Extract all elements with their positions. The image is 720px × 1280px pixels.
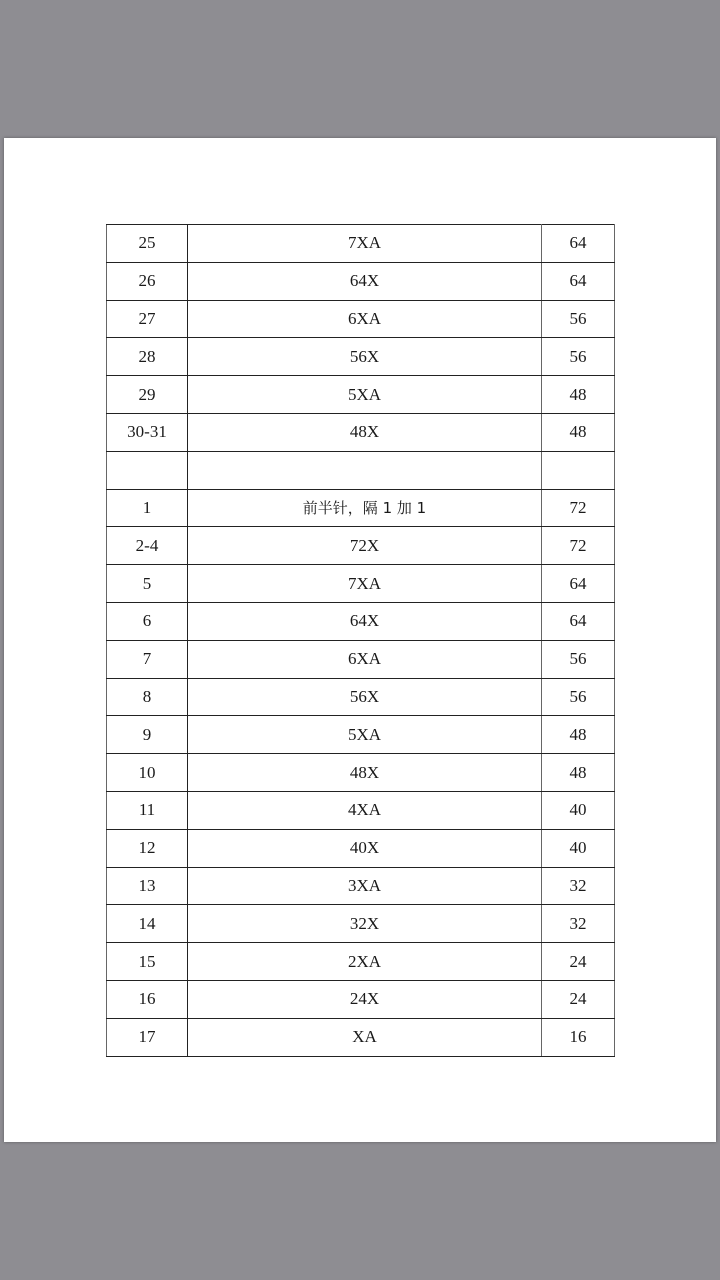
table-row bbox=[107, 602, 615, 640]
stitches-cell bbox=[188, 451, 542, 489]
round-cell: 14 bbox=[107, 905, 188, 943]
stitches-cell: 5XA bbox=[188, 376, 542, 414]
stitch-count-cell: 56 bbox=[542, 338, 615, 376]
stitch-count-cell: 56 bbox=[542, 678, 615, 716]
stitch-count-cell: 48 bbox=[542, 413, 615, 451]
stitches-cell: 72X bbox=[188, 527, 542, 565]
round-cell bbox=[107, 451, 188, 489]
table-row bbox=[107, 451, 615, 489]
table-row bbox=[107, 829, 615, 867]
stitches-cell: 40X bbox=[188, 829, 542, 867]
stitches-cell: 7XA bbox=[188, 565, 542, 603]
stitch-count-cell: 48 bbox=[542, 716, 615, 754]
round-cell: 6 bbox=[107, 602, 188, 640]
stitch-count-cell bbox=[542, 451, 615, 489]
stitches-cell: 3XA bbox=[188, 867, 542, 905]
table-row bbox=[107, 527, 615, 565]
table-row bbox=[107, 980, 615, 1018]
round-cell: 17 bbox=[107, 1018, 188, 1056]
table-row bbox=[107, 905, 615, 943]
round-cell: 2-4 bbox=[107, 527, 188, 565]
table-row bbox=[107, 300, 615, 338]
stitches-cell: 48X bbox=[188, 413, 542, 451]
stitch-count-cell: 40 bbox=[542, 829, 615, 867]
stitches-cell: 64X bbox=[188, 262, 542, 300]
table-body bbox=[107, 225, 615, 1057]
stitch-count-cell: 32 bbox=[542, 905, 615, 943]
stitches-cell: 前半针，隔 1 加 1 bbox=[188, 489, 542, 527]
document-page bbox=[4, 138, 716, 1142]
stitches-cell: 48X bbox=[188, 754, 542, 792]
table-row bbox=[107, 791, 615, 829]
round-cell: 1 bbox=[107, 489, 188, 527]
table-row bbox=[107, 338, 615, 376]
stitch-count-cell: 48 bbox=[542, 376, 615, 414]
table-row bbox=[107, 376, 615, 414]
table-row bbox=[107, 754, 615, 792]
table-row bbox=[107, 640, 615, 678]
round-cell: 12 bbox=[107, 829, 188, 867]
stitch-count-cell: 56 bbox=[542, 300, 615, 338]
round-cell: 5 bbox=[107, 565, 188, 603]
stitches-cell: 5XA bbox=[188, 716, 542, 754]
stitch-count-cell: 64 bbox=[542, 565, 615, 603]
round-cell: 15 bbox=[107, 943, 188, 981]
stitches-cell: 4XA bbox=[188, 791, 542, 829]
stitches-cell: 6XA bbox=[188, 640, 542, 678]
table-row bbox=[107, 716, 615, 754]
table-row bbox=[107, 943, 615, 981]
stitch-count-cell: 64 bbox=[542, 602, 615, 640]
stitches-cell: 32X bbox=[188, 905, 542, 943]
stitches-cell: 64X bbox=[188, 602, 542, 640]
table-row bbox=[107, 225, 615, 263]
stitch-count-cell: 64 bbox=[542, 225, 615, 263]
stitch-count-cell: 64 bbox=[542, 262, 615, 300]
round-cell: 27 bbox=[107, 300, 188, 338]
table-row bbox=[107, 678, 615, 716]
table-row bbox=[107, 1018, 615, 1056]
stitches-cell: 56X bbox=[188, 678, 542, 716]
round-cell: 30-31 bbox=[107, 413, 188, 451]
stitches-cell: 6XA bbox=[188, 300, 542, 338]
stitch-count-cell: 24 bbox=[542, 943, 615, 981]
round-cell: 29 bbox=[107, 376, 188, 414]
round-cell: 28 bbox=[107, 338, 188, 376]
stitch-count-cell: 16 bbox=[542, 1018, 615, 1056]
stitches-cell: 24X bbox=[188, 980, 542, 1018]
stitch-count-cell: 32 bbox=[542, 867, 615, 905]
stitch-count-cell: 24 bbox=[542, 980, 615, 1018]
round-cell: 26 bbox=[107, 262, 188, 300]
table-row bbox=[107, 262, 615, 300]
round-cell: 7 bbox=[107, 640, 188, 678]
stitch-count-cell: 40 bbox=[542, 791, 615, 829]
stitch-count-cell: 48 bbox=[542, 754, 615, 792]
table-row bbox=[107, 565, 615, 603]
round-cell: 9 bbox=[107, 716, 188, 754]
round-cell: 10 bbox=[107, 754, 188, 792]
stitches-cell: 2XA bbox=[188, 943, 542, 981]
crochet-pattern-table bbox=[106, 224, 615, 1057]
round-cell: 8 bbox=[107, 678, 188, 716]
stitch-count-cell: 72 bbox=[542, 527, 615, 565]
stitches-cell: XA bbox=[188, 1018, 542, 1056]
table-row bbox=[107, 413, 615, 451]
round-cell: 11 bbox=[107, 791, 188, 829]
stitch-count-cell: 72 bbox=[542, 489, 615, 527]
table-row bbox=[107, 489, 615, 527]
stitches-cell: 56X bbox=[188, 338, 542, 376]
table-row bbox=[107, 867, 615, 905]
stitches-cell: 7XA bbox=[188, 225, 542, 263]
stitch-count-cell: 56 bbox=[542, 640, 615, 678]
round-cell: 16 bbox=[107, 980, 188, 1018]
round-cell: 25 bbox=[107, 225, 188, 263]
round-cell: 13 bbox=[107, 867, 188, 905]
